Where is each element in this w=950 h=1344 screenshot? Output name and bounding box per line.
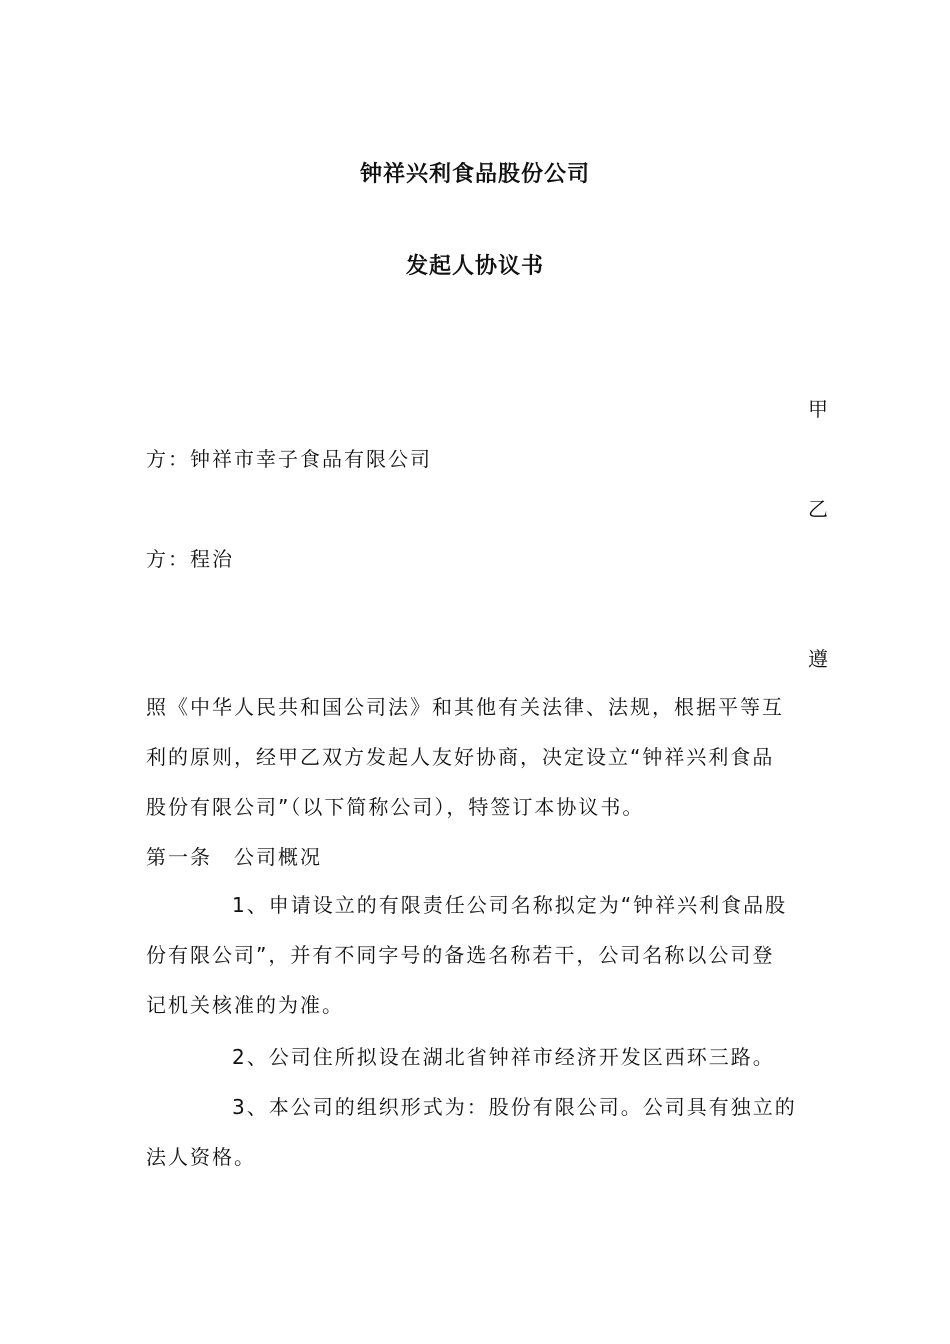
item-1-line: 1、申请设立的有限责任公司名称拟定为“钟祥兴利食品股 <box>232 893 788 917</box>
party-b-line: 方：程治 <box>146 547 234 571</box>
item-1-line: 记机关核准的为准。 <box>146 993 344 1017</box>
document-title: 钟祥兴利食品股份公司 <box>359 162 590 187</box>
document-subtitle: 发起人协议书 <box>405 254 544 279</box>
preamble-line: 照《中华人民共和国公司法》和其他有关法律、法规，根据平等互 <box>146 695 784 719</box>
item-3-line: 法人资格。 <box>146 1145 256 1169</box>
article-1-heading: 第一条 公司概况 <box>146 845 322 869</box>
party-a-prefix: 甲 <box>808 397 828 421</box>
party-b-prefix: 乙 <box>808 497 828 521</box>
party-a-line: 方：钟祥市幸子食品有限公司 <box>146 447 432 471</box>
item-1-line: 份有限公司”，并有不同字号的备选名称若干，公司名称以公司登 <box>146 943 775 967</box>
item-2-line: 2、公司住所拟设在湖北省钟祥市经济开发区西环三路。 <box>232 1045 775 1069</box>
preamble-line: 股份有限公司”（以下简称公司），特签订本协议书。 <box>146 795 645 819</box>
preamble-line: 利的原则，经甲乙双方发起人友好协商，决定设立“钟祥兴利食品 <box>146 745 775 769</box>
preamble-first-char: 遵 <box>808 647 828 671</box>
item-3-line: 3、本公司的组织形式为：股份有限公司。公司具有独立的 <box>232 1095 797 1119</box>
